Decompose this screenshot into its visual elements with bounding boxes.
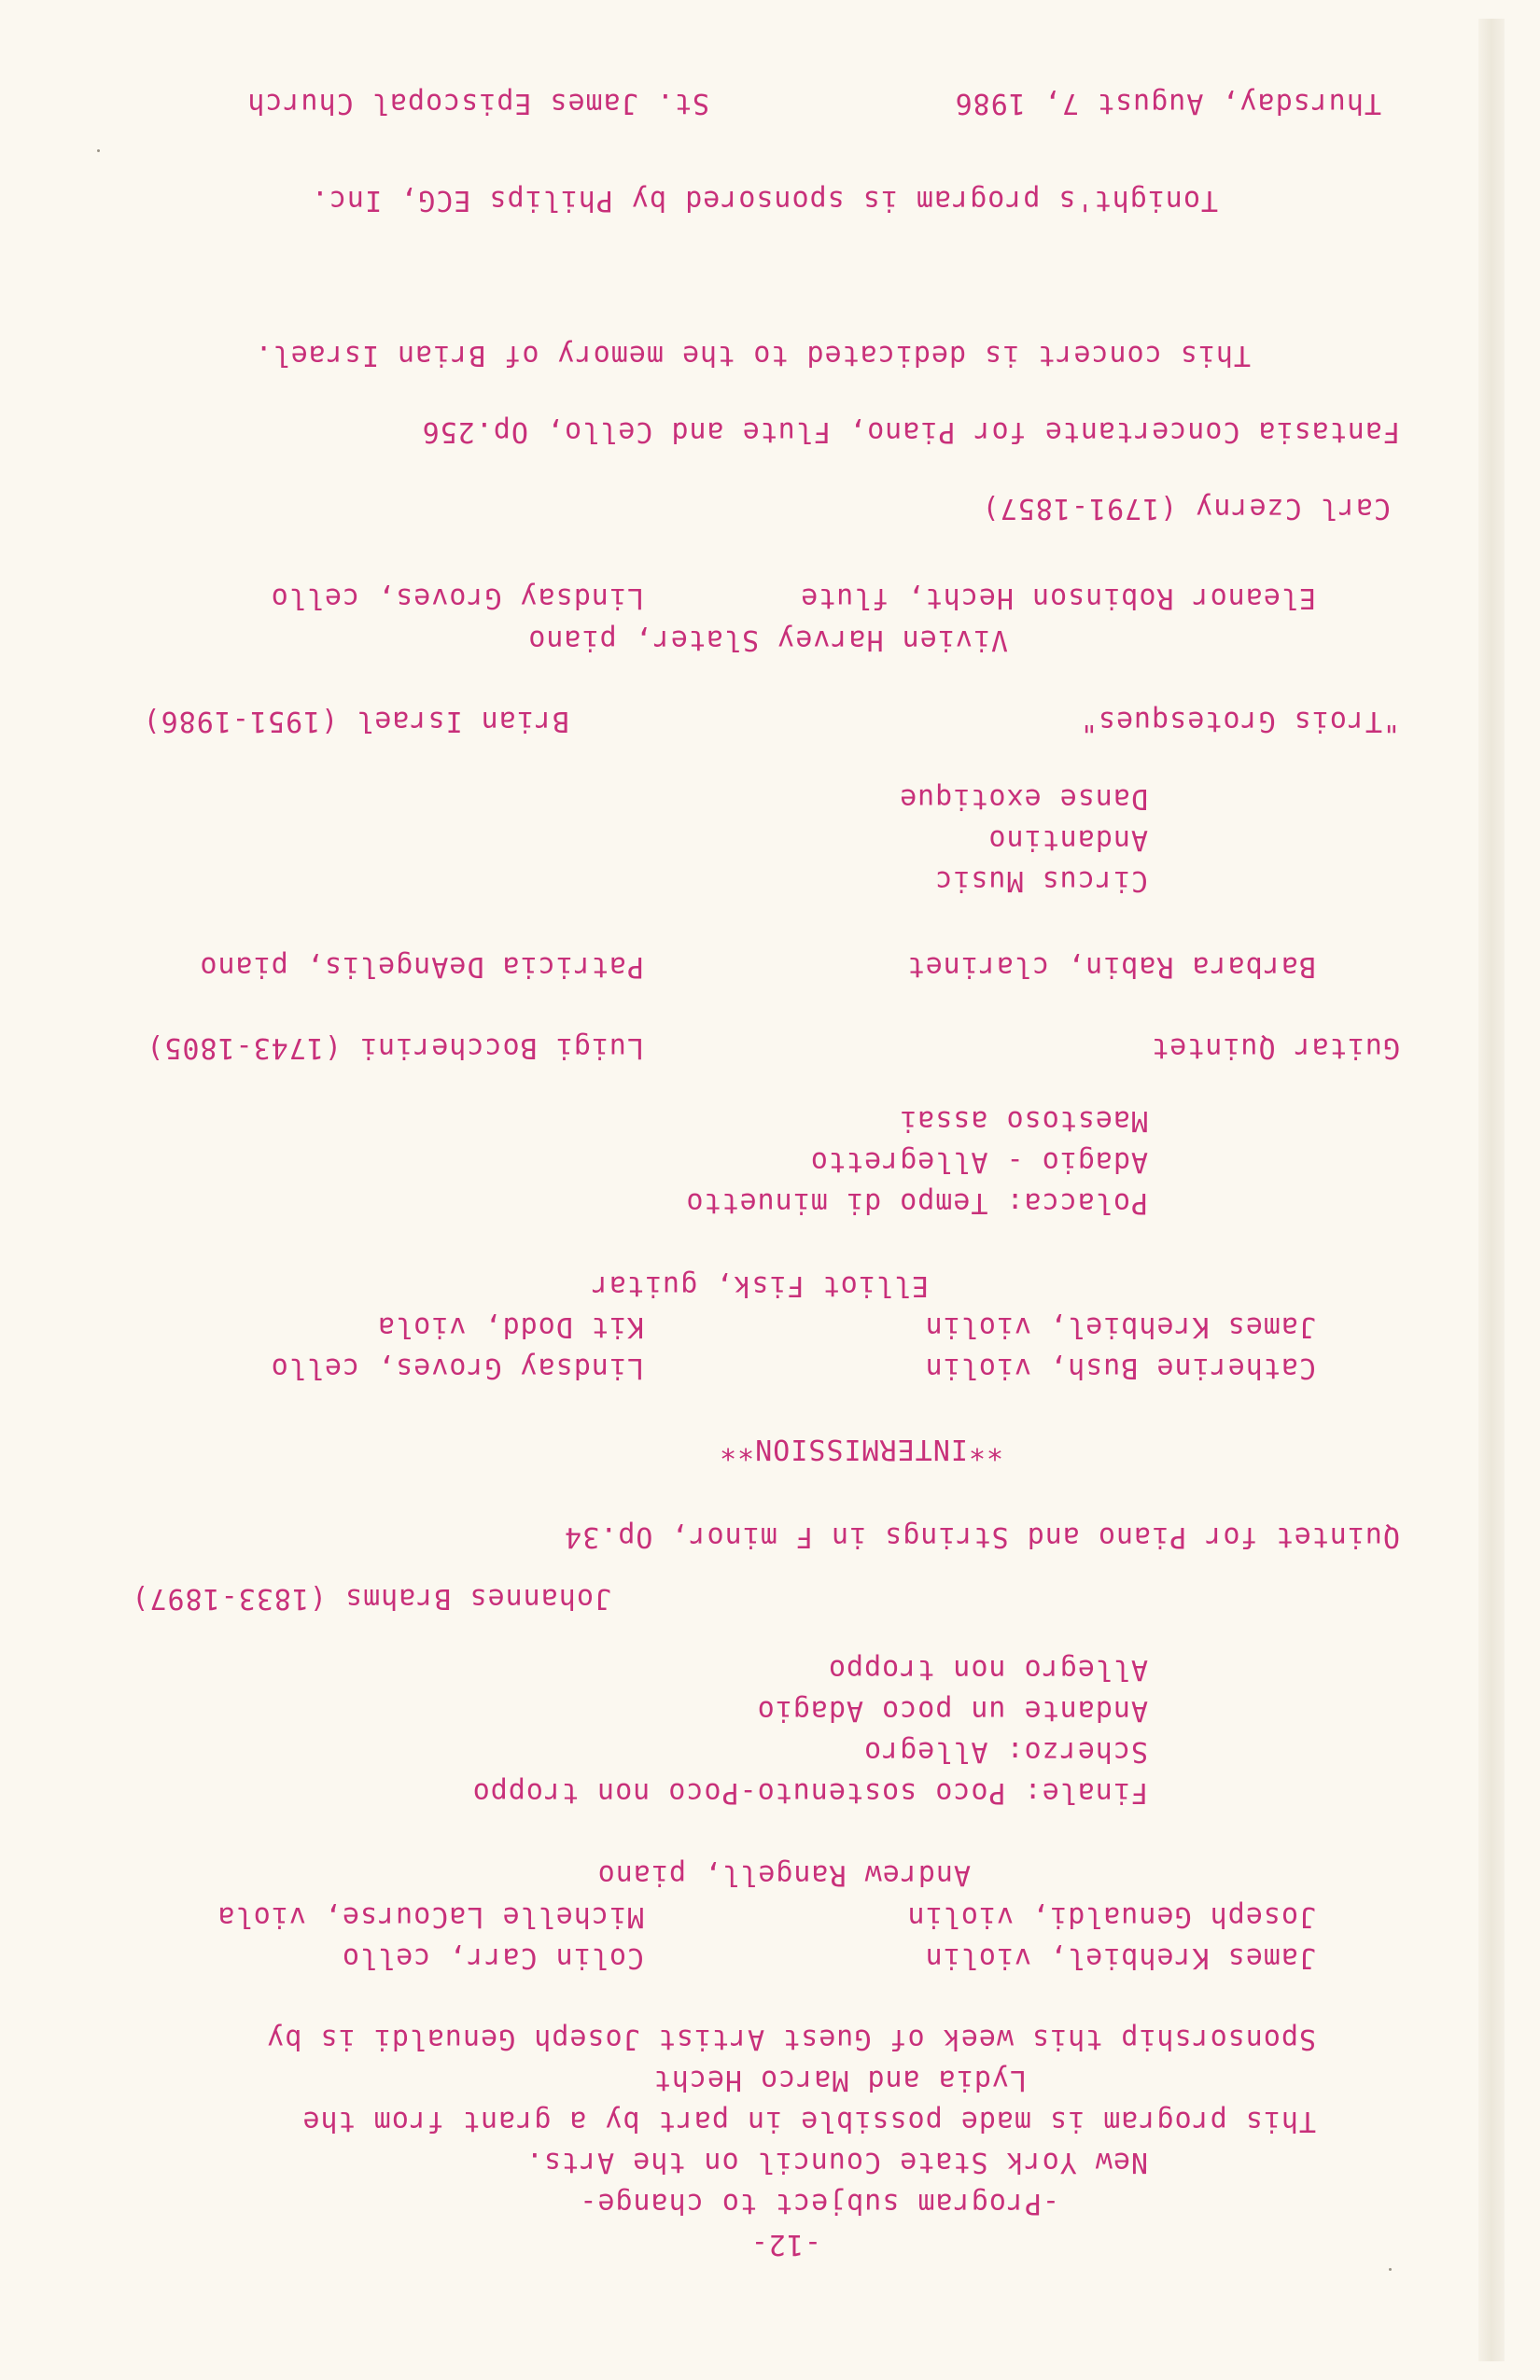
- piece-composer: Brian Israel (1951-1986): [142, 705, 569, 737]
- piece-title: "Trois Grotesques": [1079, 705, 1400, 737]
- piece-composer: Johannes Brahms (1833-1897): [131, 1582, 611, 1615]
- movement: Adagio - Allegretto: [809, 1145, 1148, 1178]
- performer: Colin Carr, cello: [341, 1941, 644, 1974]
- movement: Andante un poco Adagio: [756, 1694, 1148, 1727]
- performer: Eleanor Robinson Hecht, flute: [800, 581, 1316, 614]
- grant-note: New York State Council on the Arts.: [525, 2146, 1148, 2178]
- performer: Lindsay Groves, cello: [270, 1351, 644, 1384]
- dedication-line: This concert is dedicated to the memory of Brian Israel.: [254, 339, 1251, 371]
- page-number: -12-: [749, 2228, 821, 2261]
- performer: Joseph Genualdi, violin: [906, 1900, 1316, 1933]
- piece-composer: Carl Czerny (1791-1857): [981, 492, 1391, 525]
- movement: Danse exotique: [899, 782, 1148, 815]
- change-note: -Program subject to change-: [579, 2187, 1059, 2219]
- intermission: **INTERMISSION**: [719, 1433, 1003, 1465]
- performer: Lindsay Groves, cello: [270, 581, 644, 614]
- movement: Andantino: [987, 823, 1148, 856]
- performer: Andrew Rangell, piano: [596, 1858, 971, 1891]
- movement: Maestoso assai: [899, 1104, 1148, 1137]
- performer: Kit Dodd, viola: [377, 1310, 644, 1343]
- performer: Catherine Bush, violin: [924, 1351, 1316, 1384]
- movement: Finale: Poco sostenuto-Poco non troppo: [471, 1776, 1148, 1809]
- performer: James Krehbiel, violin: [924, 1941, 1316, 1974]
- performer: Elliot Fisk, guitar: [590, 1269, 929, 1302]
- performer: Patricia DeAngelis, piano: [199, 950, 644, 983]
- piece-title: Quintet for Piano and Strings in F minor, Op.34: [564, 1520, 1400, 1553]
- movement: Allegro non troppo: [827, 1653, 1148, 1686]
- sponsorship-note: Lydia and Marco Hecht: [652, 2064, 1027, 2096]
- concert-date: Thursday, August 7, 1986: [954, 87, 1381, 119]
- piece-composer: Luigi Boccherini (1743-1805): [146, 1031, 644, 1064]
- grant-note: This program is made possible in part by a grant from the: [301, 2105, 1316, 2137]
- movement: Circus Music: [934, 864, 1148, 897]
- performer: Michelle LaCourse, viola: [217, 1900, 644, 1933]
- performer: Vivien Harvey Slater, piano: [527, 623, 1008, 656]
- performer: James Krehbiel, violin: [924, 1310, 1316, 1343]
- sponsor-line: Tonight's program is sponsored by Philips ECG, Inc.: [310, 184, 1218, 217]
- concert-venue: St. James Episcopal Church: [246, 87, 709, 119]
- movement: Polacca: Tempo di minuetto: [685, 1186, 1148, 1219]
- performer: Barbara Rabin, clarinet: [906, 950, 1316, 983]
- sponsorship-note: Sponsorship this week of Guest Artist Joseph Genualdi is by: [266, 2023, 1316, 2055]
- piece-title: Guitar Quintet: [1151, 1031, 1400, 1064]
- movement: Scherzo: Allegro: [863, 1735, 1148, 1768]
- piece-title: Fantasia Concertante for Piano, Flute and Cello, Op.256: [421, 415, 1400, 448]
